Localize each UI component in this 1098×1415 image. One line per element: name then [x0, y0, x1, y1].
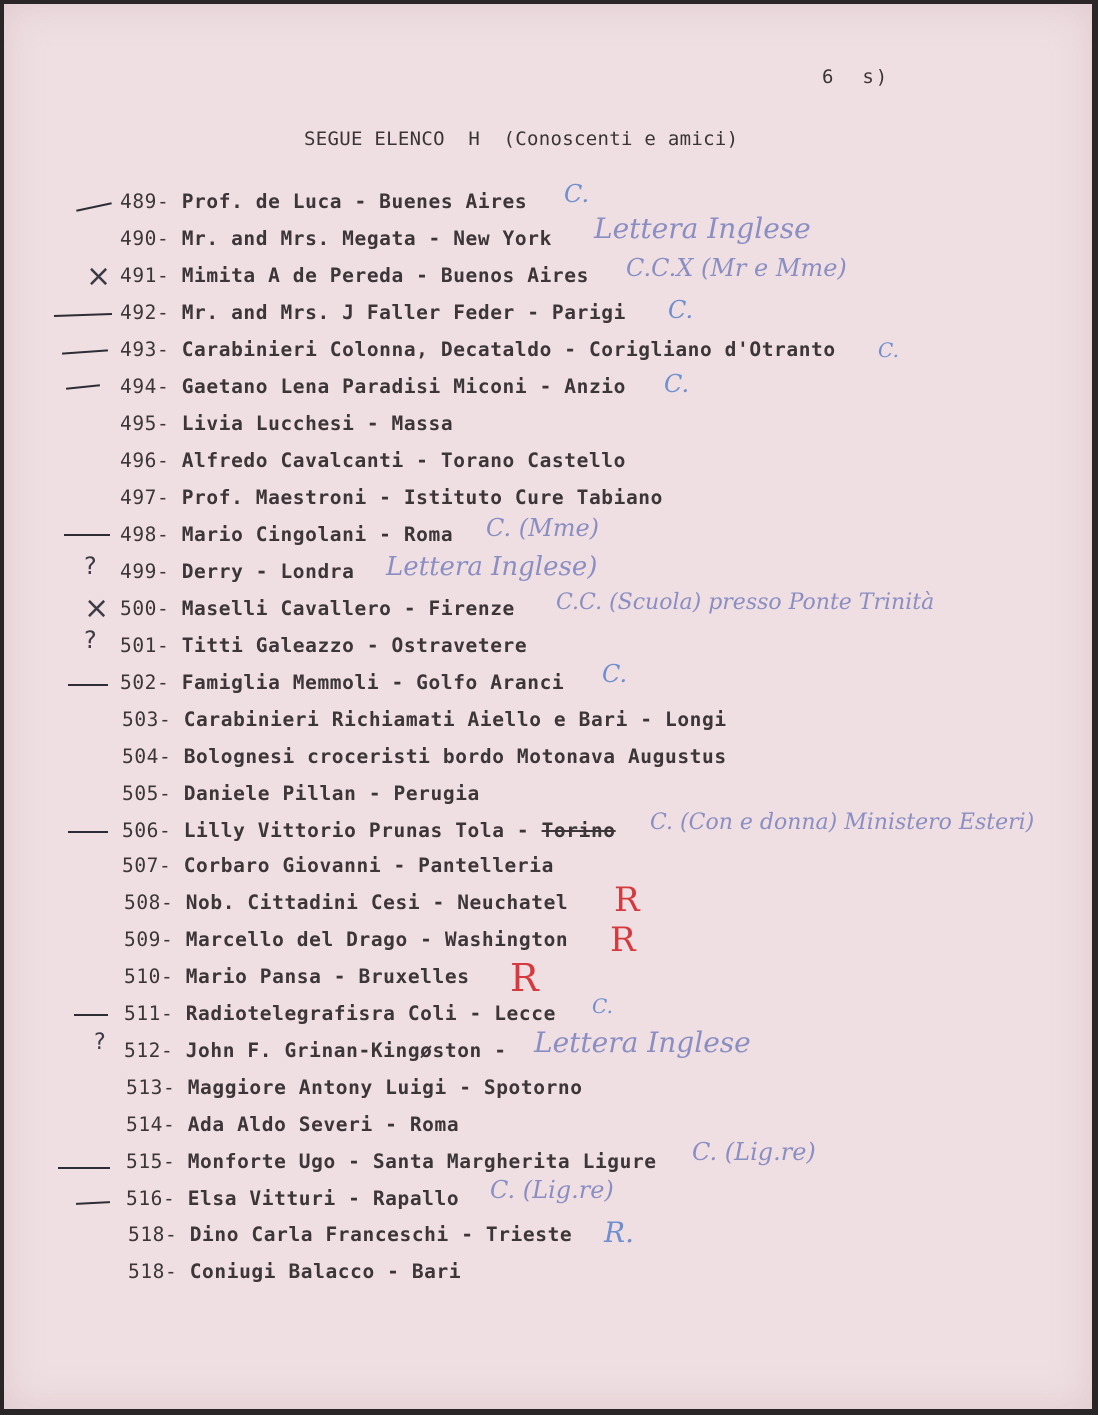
entry-number: 501-: [120, 634, 170, 657]
entry-number: 518-: [128, 1223, 178, 1246]
entry-text: Carabinieri Colonna, Decataldo - Corigliano d'Otranto: [181, 338, 836, 361]
handwritten-note: C.: [664, 370, 690, 398]
entry-number: 508-: [124, 891, 174, 914]
page-title: SEGUE ELENCO H (Conoscenti e amici): [304, 128, 739, 150]
handwritten-note: C.: [592, 994, 613, 1018]
margin-dash: [76, 202, 112, 211]
entry-text: Maggiore Antony Luigi - Spotorno: [187, 1076, 583, 1099]
entry-number: 514-: [126, 1113, 176, 1136]
list-item: [120, 264, 589, 287]
entry-text: Gaetano Lena Paradisi Miconi - Anzio: [181, 375, 626, 398]
list-item: [120, 597, 515, 620]
entry-number: 506-: [122, 819, 172, 842]
entry-text: Corbaro Giovanni - Pantelleria: [183, 854, 554, 877]
entry-text: John F. Grinan-Kingøston -: [185, 1039, 507, 1062]
entry-number: 504-: [122, 745, 172, 768]
handwritten-note: R: [610, 920, 636, 960]
entry-number: 511-: [124, 1002, 174, 1025]
entry-number: 499-: [120, 560, 170, 583]
list-item: [122, 854, 554, 877]
handwritten-note: C.: [878, 338, 899, 362]
margin-dash: [74, 1014, 108, 1016]
handwritten-note: R: [510, 956, 539, 1000]
entry-number: 503-: [122, 708, 172, 731]
list-item: [120, 449, 626, 472]
struck-city: Torino: [541, 819, 616, 842]
entry-text: Lilly Vittorio Prunas Tola -: [183, 819, 542, 842]
handwritten-note: C. (Mme): [486, 514, 600, 542]
entry-text: Bolognesi croceristi bordo Motonava Augustus: [183, 745, 727, 768]
entry-text: Marcello del Drago - Washington: [185, 928, 569, 951]
margin-dash: [64, 534, 110, 536]
list-item: [124, 1002, 556, 1025]
margin-dash: [58, 1167, 110, 1169]
entry-number: 498-: [120, 523, 170, 546]
entry-text: Mimita A de Pereda - Buenos Aires: [181, 264, 589, 287]
list-item: [120, 523, 453, 546]
entry-text: Nob. Cittadini Cesi - Neuchatel: [185, 891, 569, 914]
handwritten-note: R.: [604, 1216, 634, 1249]
entry-number: 502-: [120, 671, 170, 694]
page-number: 6 s): [822, 66, 890, 88]
entry-number: 512-: [124, 1039, 174, 1062]
margin-question-mark: ?: [84, 552, 97, 580]
entry-number: 492-: [120, 301, 170, 324]
entry-number: 518-: [128, 1260, 178, 1283]
entry-number: 510-: [124, 965, 174, 988]
handwritten-note: C. (Con e donna) Ministero Esteri): [650, 810, 1035, 835]
list-item: [126, 1076, 583, 1099]
entry-number: 500-: [120, 597, 170, 620]
list-item: [120, 412, 453, 435]
handwritten-note: Lettera Inglese): [386, 552, 598, 582]
entry-text: Carabinieri Richiamati Aiello e Bari - Longi: [183, 708, 727, 731]
entry-text: Dino Carla Franceschi - Trieste: [189, 1223, 573, 1246]
handwritten-note: C.C. (Scuola) presso Ponte Trinità: [556, 590, 935, 615]
list-item: [120, 560, 354, 583]
list-item: [122, 782, 480, 805]
margin-question-mark: ?: [84, 626, 97, 654]
list-item: [120, 227, 552, 250]
entry-number: 489-: [120, 190, 170, 213]
entry-text: Famiglia Memmoli - Golfo Aranci: [181, 671, 565, 694]
handwritten-note: C. (Lig.re): [692, 1138, 816, 1166]
entry-number: 497-: [120, 486, 170, 509]
margin-cross-mark: ×: [84, 591, 110, 626]
list-item: [126, 1187, 459, 1210]
entry-text: Mario Pansa - Bruxelles: [185, 965, 470, 988]
list-item: [122, 745, 727, 768]
list-item: [120, 375, 626, 398]
list-item: [124, 965, 470, 988]
entry-number: 495-: [120, 412, 170, 435]
entry-text: Mario Cingolani - Roma: [181, 523, 454, 546]
entry-number: 490-: [120, 227, 170, 250]
entry-text: Alfredo Cavalcanti - Torano Castello: [181, 449, 626, 472]
margin-dash: [66, 384, 100, 390]
document-page: [4, 4, 1092, 1409]
margin-dash: [62, 349, 108, 354]
list-item: [120, 671, 564, 694]
entry-text: Prof. Maestroni - Istituto Cure Tabiano: [181, 486, 663, 509]
handwritten-note: C.C.X (Mr e Mme): [626, 254, 847, 282]
entry-text: Maselli Cavallero - Firenze: [181, 597, 515, 620]
entry-text: Mr. and Mrs. J Faller Feder - Parigi: [181, 301, 626, 324]
entry-number: 509-: [124, 928, 174, 951]
handwritten-note: C. (Lig.re): [490, 1176, 614, 1204]
margin-cross-mark: ×: [86, 259, 112, 294]
list-item: [122, 819, 616, 842]
margin-dash: [76, 1201, 110, 1205]
list-item: [128, 1260, 461, 1283]
entry-text: Titti Galeazzo - Ostravetere: [181, 634, 528, 657]
handwritten-note: C.: [564, 180, 590, 208]
entry-text: Mr. and Mrs. Megata - New York: [181, 227, 552, 250]
list-item: [126, 1113, 459, 1136]
handwritten-note: R: [614, 880, 640, 920]
margin-dash: [68, 684, 108, 686]
list-item: [120, 486, 663, 509]
list-item: [122, 708, 727, 731]
entry-text: Daniele Pillan - Perugia: [183, 782, 480, 805]
entry-text: Ada Aldo Severi - Roma: [187, 1113, 460, 1136]
list-item: [124, 891, 568, 914]
entry-text: Coniugi Balacco - Bari: [189, 1260, 462, 1283]
entry-number: 494-: [120, 375, 170, 398]
entry-text: Radiotelegrafisra Coli - Lecce: [185, 1002, 556, 1025]
list-item: [128, 1223, 572, 1246]
entry-text: Monforte Ugo - Santa Margherita Ligure: [187, 1150, 657, 1173]
entry-text: Livia Lucchesi - Massa: [181, 412, 454, 435]
list-item: [126, 1150, 657, 1173]
margin-dash: [68, 831, 108, 833]
handwritten-note: C.: [668, 296, 694, 324]
entry-text: Prof. de Luca - Buenes Aires: [181, 190, 528, 213]
handwritten-note: Lettera Inglese: [534, 1026, 751, 1059]
entry-number: 516-: [126, 1187, 176, 1210]
entry-number: 496-: [120, 449, 170, 472]
handwritten-note: Lettera Inglese: [594, 212, 811, 245]
entry-number: 513-: [126, 1076, 176, 1099]
entry-number: 507-: [122, 854, 172, 877]
entry-number: 515-: [126, 1150, 176, 1173]
list-item: [120, 190, 527, 213]
list-item: [124, 1039, 507, 1062]
entry-text: Derry - Londra: [181, 560, 355, 583]
list-item: [120, 634, 527, 657]
entry-text: Elsa Vitturi - Rapallo: [187, 1187, 460, 1210]
entry-number: 493-: [120, 338, 170, 361]
entry-number: 491-: [120, 264, 170, 287]
list-item: [124, 928, 568, 951]
handwritten-note: C.: [602, 660, 628, 688]
margin-question-mark: ?: [94, 1030, 106, 1055]
margin-dash: [54, 313, 112, 317]
list-item: [120, 301, 626, 324]
list-item: [120, 338, 836, 361]
entry-number: 505-: [122, 782, 172, 805]
